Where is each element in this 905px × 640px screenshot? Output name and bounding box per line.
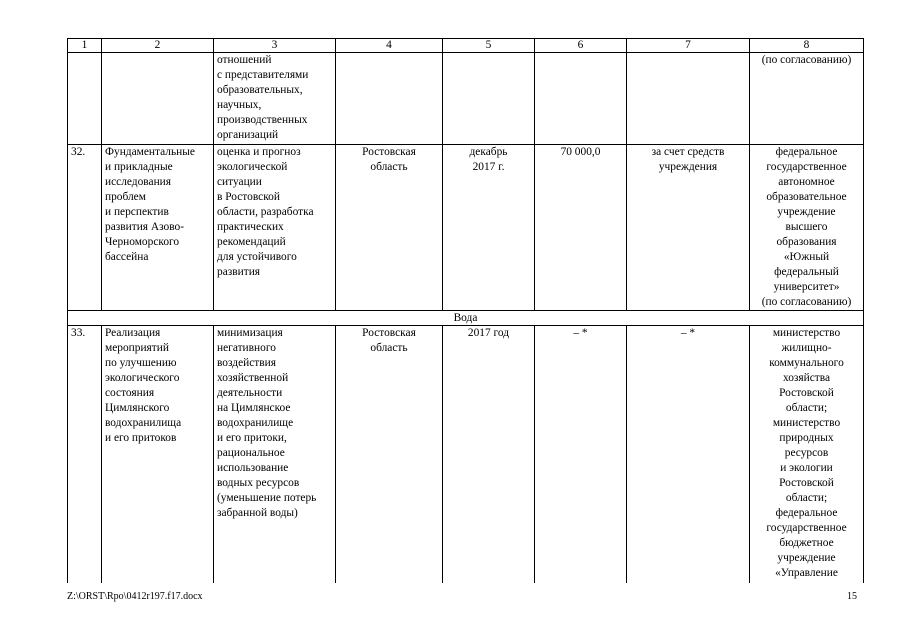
content-cell: отношений с представителями образовательных, научных, производственных организаций <box>214 53 336 145</box>
executor-cell: (по согласованию) <box>750 53 864 145</box>
column-number: 3 <box>214 39 336 53</box>
amount-cell: 70 000,0 <box>535 145 627 311</box>
funding-source-cell: за счет средств учреждения <box>627 145 750 311</box>
table-cell <box>102 53 214 145</box>
table-cell <box>443 53 535 145</box>
table-row <box>68 145 864 311</box>
column-number: 8 <box>750 39 864 53</box>
measure-content: оценка и прогноз экологической ситуации в Ростовской области, разработка практических рекомендаций для устойчивого развития <box>214 145 336 311</box>
section-row <box>68 311 864 326</box>
continuation-row <box>68 53 864 145</box>
table-cell <box>627 53 750 145</box>
table-cell <box>68 53 102 145</box>
executor-cell: федеральное государственное автономное образовательное учреждение высшего образования «Южный федеральный университет» (по согласованию) <box>750 145 864 311</box>
table-row <box>68 326 864 583</box>
page-number: 15 <box>847 591 857 602</box>
funding-source-cell: – * <box>627 326 750 583</box>
territory-cell: Ростовская область <box>336 326 443 583</box>
file-path: Z:\ORST\Rpo\0412r197.f17.docx <box>67 591 203 602</box>
executor-cell: министерство жилищно- коммунального хозяйства Ростовской области; министерство природных ресурсов и экологии Ростовской области; федеральное государственное бюджетное учреждение «Управление <box>750 326 864 583</box>
term-cell: декабрь 2017 г. <box>443 145 535 311</box>
table-cell <box>336 53 443 145</box>
table-cell <box>535 53 627 145</box>
column-number: 1 <box>68 39 102 53</box>
column-number: 6 <box>535 39 627 53</box>
measure-name: Реализация мероприятий по улучшению экологического состояния Цимлянского водохранилища и его притоков <box>102 326 214 583</box>
row-number: 32. <box>68 145 102 311</box>
section-title: Вода <box>68 311 864 326</box>
column-number: 2 <box>102 39 214 53</box>
measure-name: Фундаментальные и прикладные исследования проблем и перспектив развития Азово- Черноморского бассейна <box>102 145 214 311</box>
column-number: 7 <box>627 39 750 53</box>
column-number-row <box>68 39 864 53</box>
territory-cell: Ростовская область <box>336 145 443 311</box>
measures-table <box>67 38 864 583</box>
amount-cell: – * <box>535 326 627 583</box>
row-number: 33. <box>68 326 102 583</box>
column-number: 4 <box>336 39 443 53</box>
measure-content: минимизация негативного воздействия хозяйственной деятельности на Цимлянское водохранилище и его притоки, рациональное использование водных ресурсов (уменьшение потерь забранной воды) <box>214 326 336 583</box>
term-cell: 2017 год <box>443 326 535 583</box>
column-number: 5 <box>443 39 535 53</box>
